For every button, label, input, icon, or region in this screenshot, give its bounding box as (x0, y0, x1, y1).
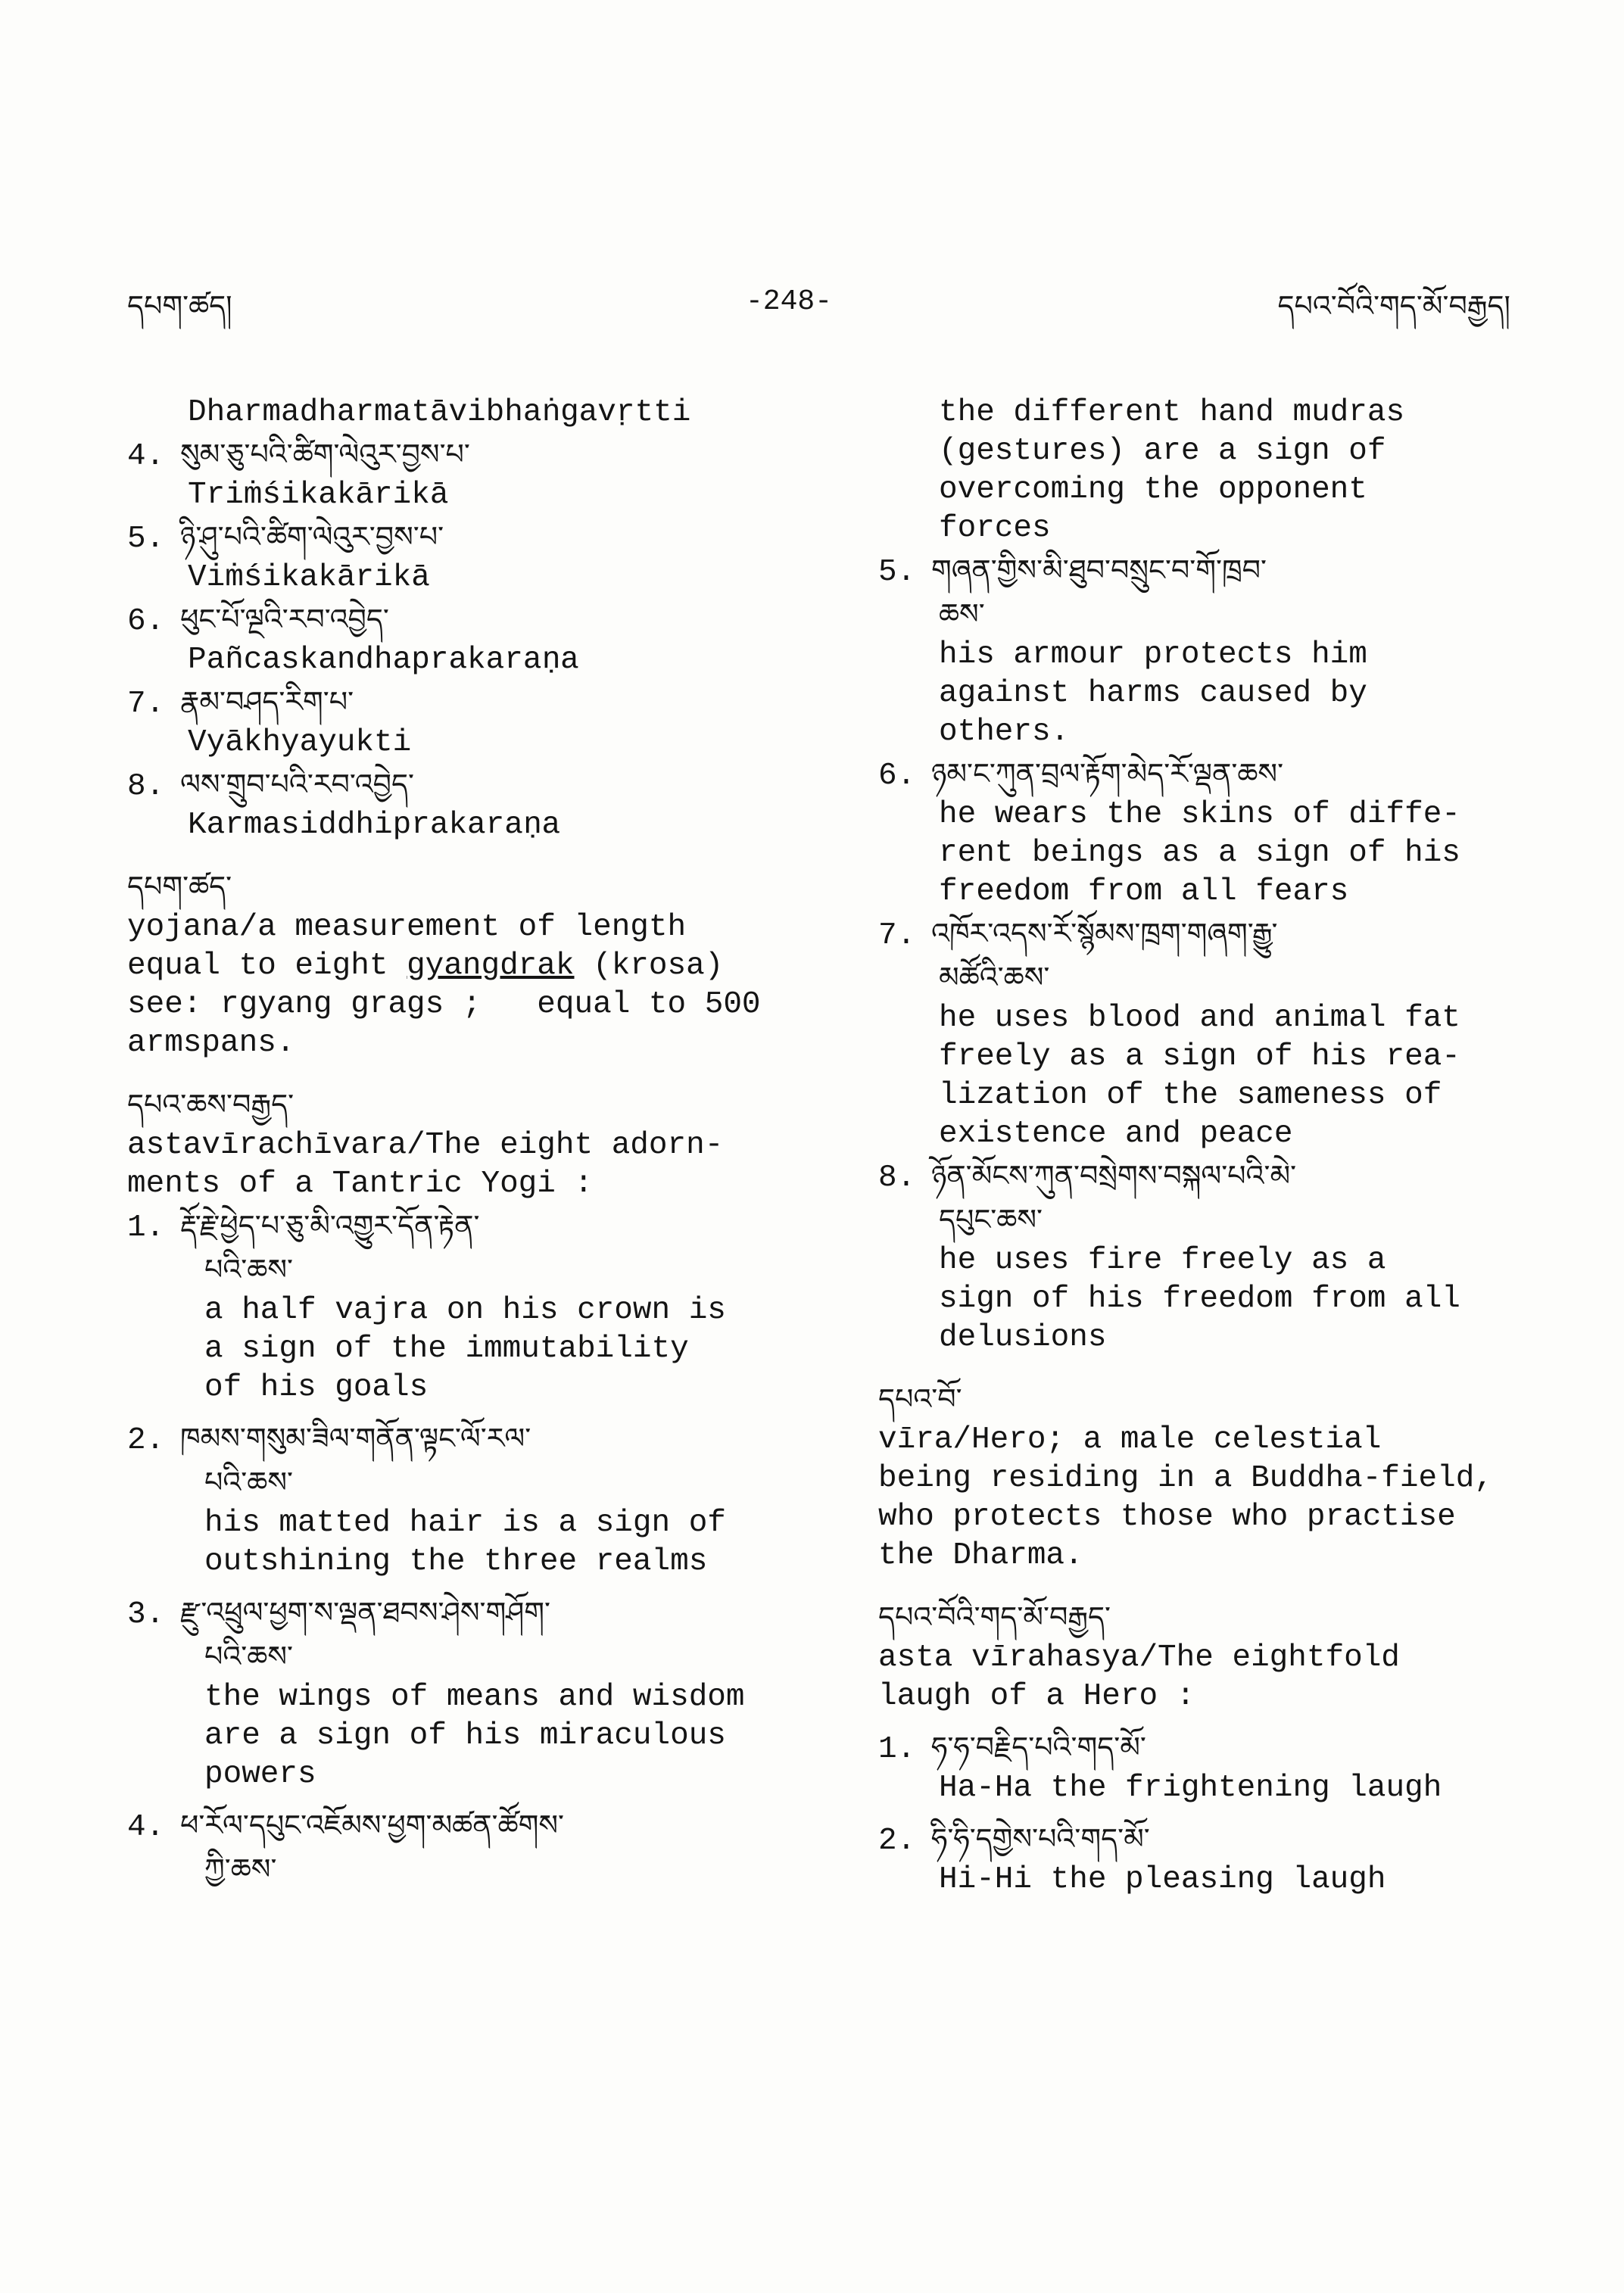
entry-text: forces (939, 511, 1051, 546)
laugh-item: 2. ཧི་ཧི་དགྱེས་པའི་གད་མོ་ Hi-Hi the pleasing laugh (878, 1822, 1386, 1897)
entry-text: astavīrachīvara/The eight adorn- (127, 1128, 724, 1163)
entry-text: being residing in a Buddha-field, (878, 1461, 1493, 1496)
adornment-item: 5. གཞན་གྱིས་མི་ཐུབ་བསྲུང་བ་གོ་ཁྲབ་ ཆས་ his armour protects him against harms caused by others. (878, 553, 1367, 749)
list-item: 5. ཉི་ཤུ་པའི་ཚིག་ལེའུར་བྱས་པ་ (127, 520, 444, 556)
list-item-english: Vyākhyayukti (188, 725, 412, 760)
entry-text: see: rgyang grags ; equal to 500 (127, 987, 761, 1022)
entry-headword: དཔའ་བོའི་གད་མོ་བརྒྱད་ (878, 1600, 1111, 1634)
adornment-item: 1. རྡོ་རྗེ་ཕྱེད་པ་ཅུ་མི་འགྱུར་དོན་རྟེན་ པའི་ཆས་ a half vajra on his crown is a sign of the immutability of his goals (127, 1209, 726, 1405)
laugh-item: 1. ཧ་ཧ་བརྗིད་པའི་གད་མོ་ Ha-Ha the frightening laugh (878, 1731, 1442, 1805)
entry-text: asta vīrahasya/The eightfold (878, 1640, 1400, 1675)
left-column (127, 394, 778, 1891)
right-column (878, 394, 1529, 1899)
list-item: 6. ཕུང་པོ་ལྔའི་རབ་འབྱེད་ (127, 603, 389, 639)
list-item: 8. ལས་གྲུབ་པའི་རབ་འབྱེད་ (127, 768, 414, 804)
adornment-item: 2. ཁམས་གསུམ་ཟིལ་གནོན་ལྟང་ལོ་རལ་ པའི་ཆས་ his matted hair is a sign of outshining the three realms (127, 1422, 726, 1579)
list-item: 7. རྣམ་བཤད་རིག་པ་ (127, 685, 354, 721)
entry-text: ments of a Tantric Yogi : (127, 1167, 594, 1201)
entry-text: yojana/a measurement of length (127, 910, 687, 945)
underlined-term: gyangdrak (407, 949, 575, 983)
entry-headword: དཔའ་ཆས་བརྒྱད་ (127, 1088, 295, 1121)
entry-text: vīra/Hero; a male celestial (878, 1422, 1382, 1457)
adornment-item: 3. རྫུ་འཕྲུལ་ཕྱག་ས་ལྡན་ཐབས་ཤེས་གཤོག་ པའི་ཆས་ the wings of means and wisdom are a sign of his miraculous powers (127, 1596, 745, 1792)
work-list (127, 432, 778, 845)
entry-text: equal to eight gyangdrak (krosa) (127, 949, 724, 983)
adornment-item: 8. ཉོན་མོངས་ཀུན་བསྲེགས་བསྐལ་པའི་མེ་ དཔུང་ཆས་ he uses fire freely as a sign of his freedom from all delusions (878, 1159, 1460, 1355)
entry-text: laugh of a Hero : (878, 1679, 1195, 1714)
running-head-right: དཔའ་བོའི་གད་མོ་བརྒྱད། (1277, 289, 1510, 322)
running-head-left: དཔག་ཚད། (127, 289, 232, 322)
entry-text: armspans. (127, 1026, 295, 1061)
entry-text: overcoming the opponent (939, 472, 1367, 507)
continuation-title: Dharmadharmatāvibhaṅgavṛtti (188, 395, 691, 430)
list-item-english: Triṁśikakārikā (188, 478, 449, 512)
list-item-english: Viṁśikakārikā (188, 560, 430, 595)
adornment-item: 6. ཉམ་ང་ཀུན་བྲལ་རྟོག་མེད་རོ་ལྡན་ཆས་ he wears the skins of diffe- rent beings as a sign of his freedom from all fears (878, 757, 1460, 909)
entry-text: (gestures) are a sign of (939, 434, 1386, 469)
list-item-english: Pañcaskandhaprakaraṇa (188, 643, 579, 678)
list-item-english: Karmasiddhiprakaraṇa (188, 808, 561, 843)
list-item: 4. སུམ་ཅུ་པའི་ཚིག་ལེའུར་བྱས་པ་ (127, 438, 470, 474)
entry-text: the Dharma. (878, 1538, 1083, 1573)
page-number: -248- (746, 285, 833, 318)
entry-headword: དཔའ་བོ་ (878, 1382, 962, 1416)
entry-headword: དཔག་ཚད་ (127, 870, 232, 903)
entry-text: the different hand mudras (939, 395, 1405, 430)
entry-text: who protects those who practise (878, 1500, 1456, 1534)
adornment-item: 7. འཁོར་འདས་རོ་སྙོམས་ཁྲག་གཞག་རྒྱུ་ མཚོའི་ཆས་ he uses blood and animal fat freely as a sign of his rea- lization of the sameness of existence and peace (878, 917, 1460, 1151)
adornment-item: 4. ཕ་རོལ་དཔུང་འཇོམས་ཕྱག་མཚན་ཚོགས་ ཀྱི་ཆས་ (127, 1809, 564, 1886)
